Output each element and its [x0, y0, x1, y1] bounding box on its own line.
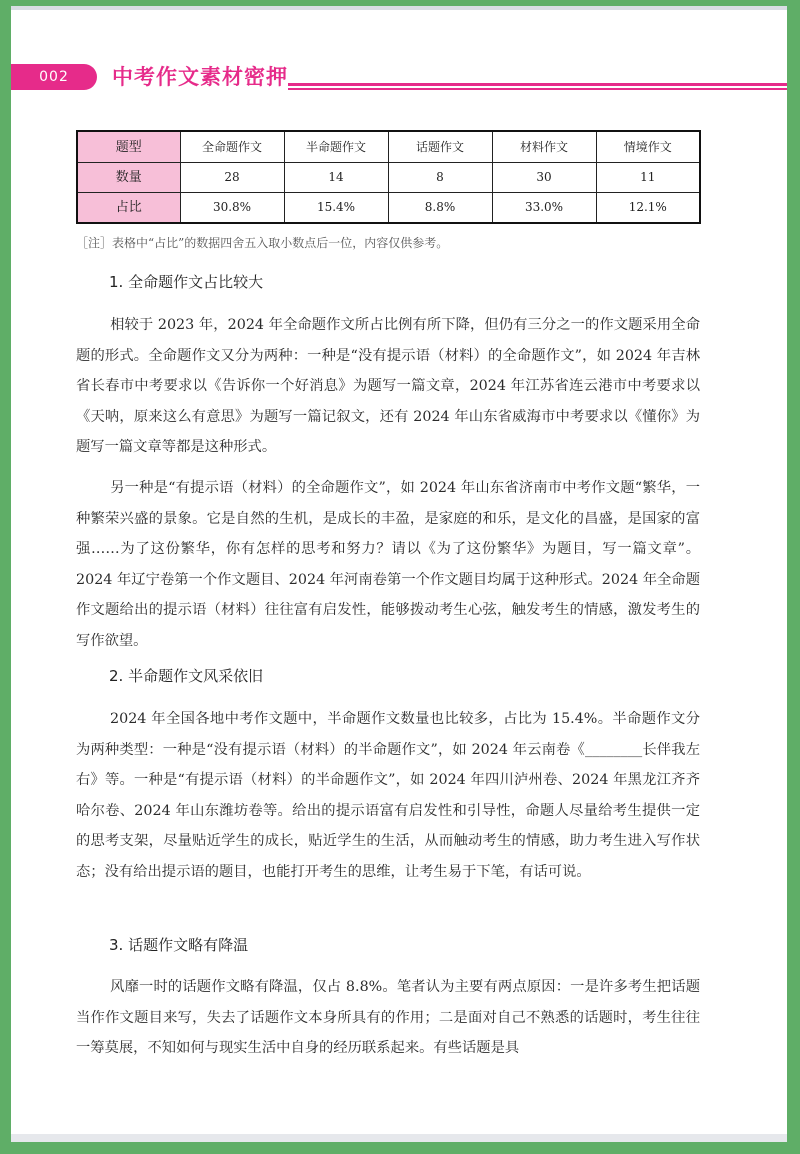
- table-header-cell: 话题作文: [388, 131, 492, 163]
- table-cell: 8: [388, 163, 492, 193]
- section-heading: 2. 半命题作文风采依旧: [109, 667, 264, 685]
- body-paragraph: 另一种是“有提示语（材料）的全命题作文”，如 2024 年山东省济南市中考作文题“繁华，一种繁荣兴盛的景象。它是自然的生机，是成长的丰盈，是家庭的和乐，是文化的昌盛，是国家的富强……为了这份繁华，你有怎样的思考和努力？请以《为了这份繁华》为题目，写一篇文章”。2024 年辽宁卷第一个作文题目、2024 年河南卷第一个作文题目均属于这种形式。2024 年全命题作文题给出的提示语（材料）往往富有启发性，能够拨动考生心弦，触发考生的情感，激发考生的写作欲望。: [76, 480, 700, 649]
- book-page: [11, 6, 787, 1142]
- table-row-label: 占比: [77, 193, 180, 224]
- table-header-cell: 半命题作文: [284, 131, 388, 163]
- page-bottom-edge: [11, 1134, 787, 1142]
- table-header-row: [77, 131, 700, 163]
- table-cell: 30.8%: [180, 193, 284, 224]
- table-cell: 11: [596, 163, 700, 193]
- section-heading: 3. 话题作文略有降温: [109, 936, 249, 954]
- table-cell: 33.0%: [492, 193, 596, 224]
- book-title: 中考作文素材密押: [112, 65, 288, 89]
- body-paragraph: 相较于 2023 年，2024 年全命题作文所占比例有所下降，但仍有三分之一的作文题采用全命题的形式。全命题作文又分为两种：一种是“没有提示语（材料）的全命题作文”，如 2024 年吉林省长春市中考要求以《告诉你一个好消息》为题写一篇文章，2024 年江苏省连云港市中考要求以《天呐，原来这么有意思》为题写一篇记叙文，还有 2024 年山东省威海市中考要求以《懂你》为题写一篇文章等都是这种形式。: [76, 317, 700, 455]
- table-header-cell: 全命题作文: [180, 131, 284, 163]
- table-row: [77, 193, 700, 224]
- table-header-cell: 材料作文: [492, 131, 596, 163]
- table-cell: 30: [492, 163, 596, 193]
- table-cell: 28: [180, 163, 284, 193]
- table-cell: 15.4%: [284, 193, 388, 224]
- table-header-cell: 题型: [77, 131, 180, 163]
- table-cell: 12.1%: [596, 193, 700, 224]
- table-header-cell: 情境作文: [596, 131, 700, 163]
- table-row-label: 数量: [77, 163, 180, 193]
- page-top-edge: [11, 6, 787, 10]
- table-row: [77, 163, 700, 193]
- table-footnote: ［注］表格中“占比”的数据四舍五入取小数点后一位，内容仅供参考。: [76, 236, 449, 250]
- header-rule: [288, 83, 787, 92]
- page-number-badge: 002: [11, 64, 97, 90]
- essay-type-table: [76, 130, 701, 224]
- body-paragraph: 风靡一时的话题作文略有降温，仅占 8.8%。笔者认为主要有两点原因：一是许多考生把话题当作作文题目来写，失去了话题作文本身所具有的作用；二是面对自己不熟悉的话题时，考生往往一筹莫展，不知如何与现实生活中自身的经历联系起来。有些话题是具: [76, 979, 700, 1056]
- table-cell: 14: [284, 163, 388, 193]
- section-heading: 1. 全命题作文占比较大: [109, 273, 264, 291]
- body-paragraph: 2024 年全国各地中考作文题中，半命题作文数量也比较多，占比为 15.4%。半命题作文分为两种类型：一种是“没有提示语（材料）的半命题作文”，如 2024 年云南卷《________长伴我左右》等。一种是“有提示语（材料）的半命题作文”，如 2024 年四川泸州卷、2024 年黑龙江齐齐哈尔卷、2024 年山东潍坊卷等。给出的提示语富有启发性和引导性，命题人尽量给考生提供一定的思考支架，尽量贴近学生的成长，贴近学生的生活，从而触动考生的情感，助力考生进入写作状态；没有给出提示语的题目，也能打开考生的思维，让考生易于下笔，有话可说。: [76, 711, 700, 880]
- table-cell: 8.8%: [388, 193, 492, 224]
